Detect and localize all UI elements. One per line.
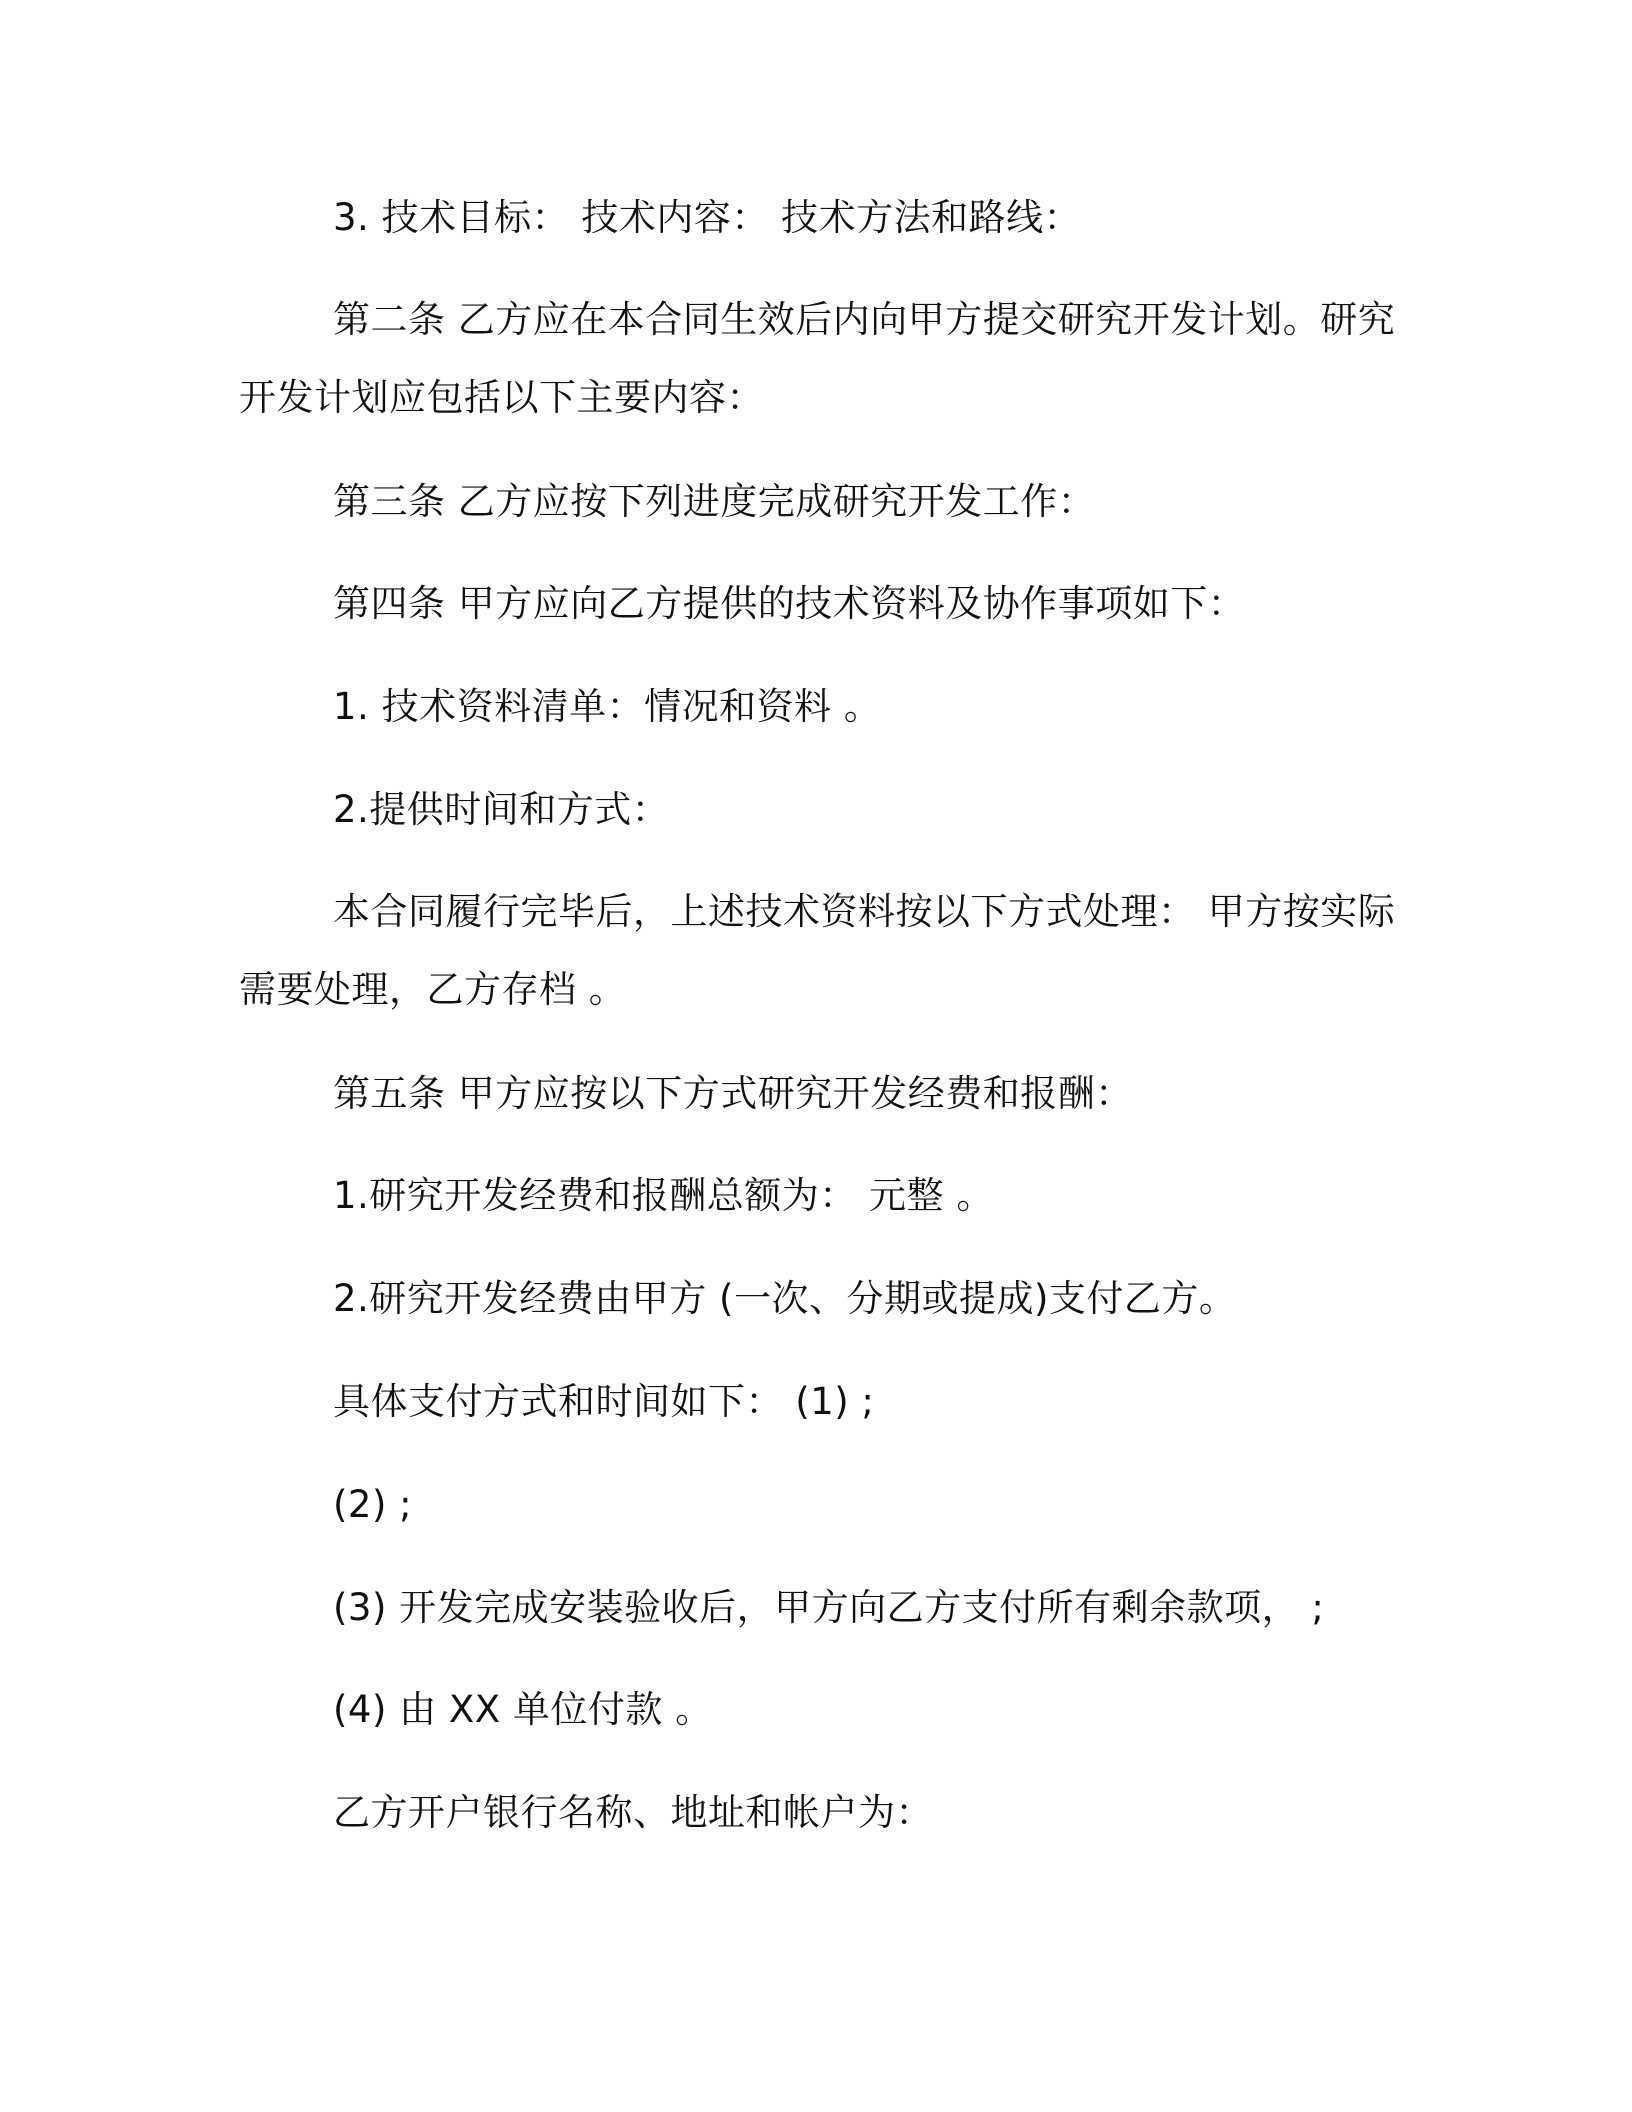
paragraph-article-2-line-2: 开发计划应包括以下主要内容：	[239, 376, 764, 419]
paragraph-delivery-time: 2.提供时间和方式：	[333, 788, 670, 831]
paragraph-materials-handling-line-2: 需要处理，乙方存档 。	[239, 968, 627, 1011]
paragraph-total-amount: 1.研究开发经费和报酬总额为： 元整 。	[333, 1174, 994, 1217]
paragraph-payment-item-1: 具体支付方式和时间如下： (1) ;	[333, 1380, 875, 1423]
paragraph-payment-item-4: (4) 由 XX 单位付款 。	[333, 1688, 713, 1731]
paragraph-article-2-line-1: 第二条 乙方应在本合同生效后内向甲方提交研究开发计划。研究	[333, 298, 1396, 341]
paragraph-bank-account: 乙方开户银行名称、地址和帐户为：	[333, 1791, 933, 1834]
paragraph-payment-item-3: (3) 开发完成安装验收后，甲方向乙方支付所有剩余款项， ;	[333, 1586, 1325, 1629]
paragraph-payment-item-2: (2) ;	[333, 1483, 413, 1526]
paragraph-materials-handling-line-1: 本合同履行完毕后，上述技术资料按以下方式处理： 甲方按实际	[333, 890, 1396, 933]
paragraph-materials-list: 1. 技术资料清单：情况和资料 。	[333, 685, 882, 728]
paragraph-article-3: 第三条 乙方应按下列进度完成研究开发工作：	[333, 480, 1096, 523]
paragraph-article-4: 第四条 甲方应向乙方提供的技术资料及协作事项如下：	[333, 582, 1246, 625]
paragraph-article-5: 第五条 甲方应按以下方式研究开发经费和报酬：	[333, 1072, 1133, 1115]
paragraph-payment-method: 2.研究开发经费由甲方 (一次、分期或提成)支付乙方。	[333, 1277, 1237, 1320]
paragraph-technical-goals: 3. 技术目标： 技术内容： 技术方法和路线：	[333, 196, 1082, 239]
